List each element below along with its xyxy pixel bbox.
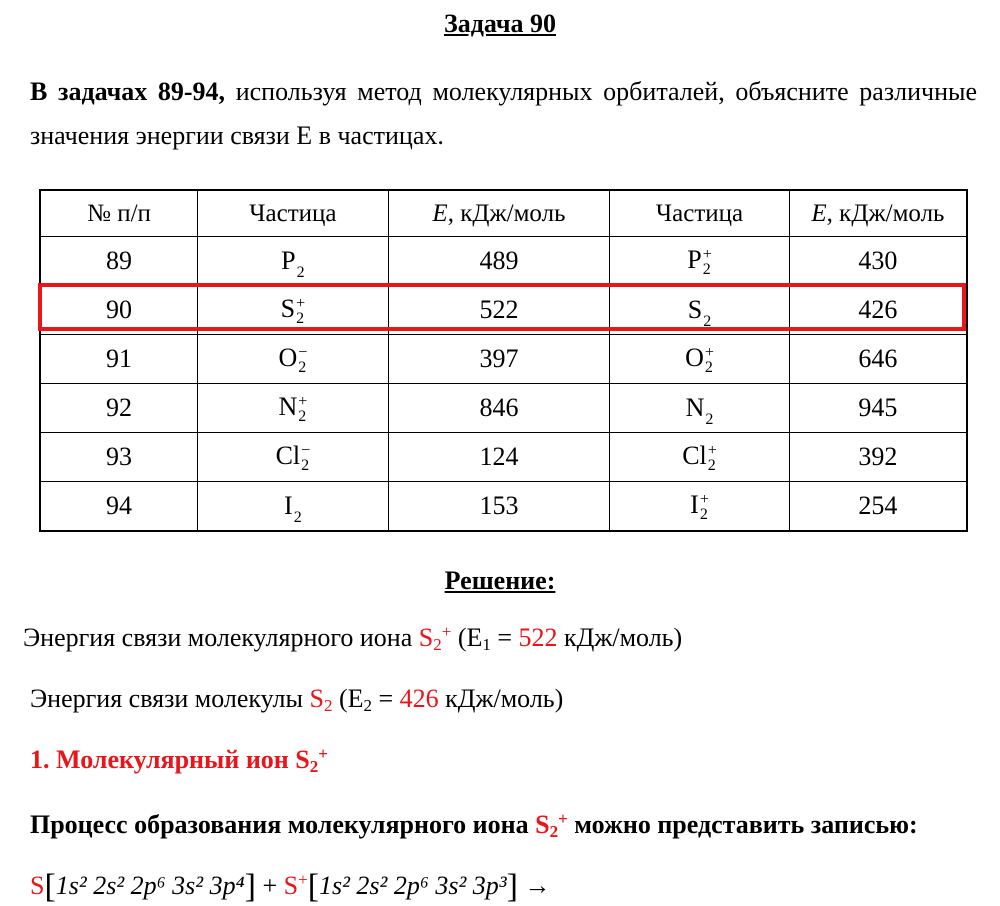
- process-ion-charge: +: [558, 809, 568, 828]
- particle-formula: [284, 491, 302, 526]
- charge: +: [298, 393, 308, 411]
- header-energy-2: [789, 190, 967, 237]
- header-energy-1: [388, 190, 609, 237]
- formula-atom-2-charge: +: [298, 870, 308, 889]
- energy-value: 846: [388, 384, 609, 433]
- subscript: 2: [296, 264, 305, 281]
- problem-range: В задачах 89-94,: [30, 77, 226, 106]
- element-symbol: N: [685, 393, 705, 422]
- energy-value: 254: [789, 482, 967, 532]
- bracket-open: [: [44, 868, 56, 905]
- particle-cell: [198, 384, 389, 433]
- energy-value: 945: [789, 384, 967, 433]
- subscript: 2: [702, 261, 711, 279]
- energy-value: 522: [388, 286, 609, 335]
- charge-and-subscript: [700, 492, 709, 522]
- subscript: 2: [699, 506, 708, 524]
- process-ion-subscript: 2: [549, 822, 559, 841]
- formula-config-1: 1s² 2s² 2p⁶ 3s² 3p⁴: [55, 871, 245, 900]
- element-symbol: O: [278, 342, 298, 372]
- ion-symbol: S: [418, 623, 434, 652]
- particle-formula: [278, 343, 307, 375]
- particle-cell: [610, 335, 790, 384]
- formation-formula: [30, 868, 550, 906]
- table-row: [40, 237, 967, 286]
- charge: +: [707, 442, 717, 460]
- element-symbol: O: [685, 342, 704, 372]
- charge: −: [301, 442, 311, 460]
- row-number: 89: [40, 237, 198, 286]
- ion-energy-value: 522: [518, 623, 558, 652]
- subscript: 2: [705, 411, 714, 428]
- molecule-energy-prefix: Энергия связи молекулы: [30, 684, 310, 713]
- molecule-symbol: S: [309, 684, 324, 713]
- row-number: 93: [40, 433, 198, 482]
- charge: −: [298, 344, 308, 362]
- charge-and-subscript: [298, 345, 307, 375]
- particle-cell: [610, 384, 790, 433]
- particle-formula: [687, 245, 712, 277]
- particle-formula: [276, 441, 311, 473]
- charge-and-subscript: [298, 394, 307, 424]
- line-molecule-energy: [30, 684, 563, 714]
- subscript: 2: [298, 359, 307, 377]
- solution-heading: Решение:: [444, 566, 556, 595]
- particle-cell: [198, 335, 389, 384]
- energy-index: 2: [363, 696, 372, 715]
- ion-charge: +: [441, 622, 452, 641]
- row-number: 90: [40, 286, 198, 335]
- energy-index: 1: [482, 635, 491, 654]
- header-energy-symbol: E: [432, 199, 448, 227]
- energy-symbol: (E: [451, 623, 483, 652]
- header-energy-symbol: E: [811, 199, 827, 227]
- equals: =: [371, 684, 400, 713]
- highlight-box-row-90: [38, 283, 966, 331]
- process-description: [30, 810, 918, 840]
- charge: +: [702, 246, 712, 264]
- energy-value: 426: [789, 286, 967, 335]
- process-suffix: можно представить записью:: [567, 810, 918, 839]
- element-symbol: P: [281, 246, 296, 275]
- bracket-open: [: [307, 868, 320, 905]
- energy-value: 153: [388, 482, 609, 532]
- table-row: [40, 482, 967, 532]
- table-header-row: [40, 190, 967, 237]
- header-particle-1: Частица: [198, 190, 389, 237]
- section-text: 1. Молекулярный ион S: [30, 745, 310, 774]
- process-prefix: Процесс образования молекулярного иона: [30, 810, 536, 839]
- formula-atom-1: S: [30, 871, 45, 900]
- process-ion-formula: [535, 810, 568, 839]
- energy-unit: кДж/моль): [557, 623, 683, 652]
- element-symbol: Cl: [682, 440, 707, 470]
- table-row: [40, 335, 967, 384]
- charge-and-subscript: [703, 247, 712, 277]
- problem-text: используя метод молекулярных орбиталей, объясните различные значения энергии связи E в частицах.: [30, 77, 977, 150]
- header-energy-unit: , кДж/моль: [826, 199, 945, 227]
- element-symbol: S: [280, 293, 296, 323]
- element-symbol: I: [284, 491, 293, 520]
- row-number: 91: [40, 335, 198, 384]
- section-subscript: 2: [309, 757, 319, 776]
- charge: +: [699, 491, 709, 509]
- row-number: 94: [40, 482, 198, 532]
- molecule-energy-value: 426: [399, 684, 439, 713]
- subscript: 2: [293, 509, 302, 526]
- energy-value: 489: [388, 237, 609, 286]
- page-title: Задача 90: [444, 9, 556, 38]
- element-symbol: N: [278, 391, 298, 421]
- subscript: 2: [707, 457, 716, 475]
- particle-formula: [278, 392, 307, 424]
- particle-cell: [198, 482, 389, 532]
- energy-value: 397: [388, 335, 609, 384]
- section-charge: +: [318, 744, 328, 763]
- particle-formula: [690, 490, 709, 522]
- bracket-close: ]: [506, 868, 518, 905]
- energy-symbol: (E: [332, 684, 364, 713]
- particle-cell: [198, 433, 389, 482]
- particle-cell: [610, 237, 790, 286]
- molecule-formula: [309, 684, 332, 713]
- subscript: 2: [703, 313, 712, 330]
- formula-arrow: →: [517, 871, 551, 900]
- energy-value: 392: [789, 433, 967, 482]
- charge: +: [704, 344, 714, 362]
- element-symbol: Cl: [275, 440, 301, 470]
- header-energy-unit: , кДж/моль: [447, 199, 566, 227]
- ion-energy-prefix: Энергия связи молекулярного иона: [23, 623, 419, 652]
- ion-formula: [419, 623, 452, 652]
- formula-plus: +: [255, 871, 284, 900]
- table-row: [40, 433, 967, 482]
- particle-cell: [610, 433, 790, 482]
- header-number: № п/п: [40, 190, 198, 237]
- element-symbol: I: [690, 489, 699, 519]
- particle-cell: [610, 482, 790, 532]
- charge-and-subscript: [708, 443, 717, 473]
- charge: +: [296, 295, 306, 313]
- particle-formula: [682, 441, 717, 473]
- energy-table: [39, 189, 968, 532]
- energy-value: 646: [789, 335, 967, 384]
- element-symbol: S: [687, 295, 703, 324]
- particle-formula: [281, 246, 305, 281]
- table-row: [40, 384, 967, 433]
- charge-and-subscript: [705, 345, 714, 375]
- particle-cell: [198, 237, 389, 286]
- element-symbol: P: [687, 244, 702, 274]
- particle-formula: [685, 393, 714, 428]
- molecule-subscript: 2: [323, 696, 333, 715]
- formula-atom-2: S: [283, 871, 299, 900]
- energy-value: 430: [789, 237, 967, 286]
- subscript: 2: [301, 457, 310, 475]
- energy-value: 124: [388, 433, 609, 482]
- line-ion-energy: [23, 623, 682, 653]
- ion-subscript: 2: [433, 635, 442, 654]
- header-particle-2: Частица: [610, 190, 790, 237]
- subscript: 2: [296, 310, 305, 328]
- process-ion-symbol: S: [535, 810, 550, 839]
- section-heading-ion: [30, 745, 328, 775]
- row-number: 92: [40, 384, 198, 433]
- charge-and-subscript: [301, 443, 310, 473]
- subscript: 2: [704, 359, 713, 377]
- bracket-close: ]: [244, 868, 256, 905]
- energy-unit: кДж/моль): [438, 684, 564, 713]
- subscript: 2: [298, 408, 307, 426]
- problem-statement: [30, 70, 977, 158]
- particle-formula: [685, 343, 714, 375]
- equals: =: [490, 623, 519, 652]
- formula-config-2: 1s² 2s² 2p⁶ 3s² 3p³: [319, 871, 507, 900]
